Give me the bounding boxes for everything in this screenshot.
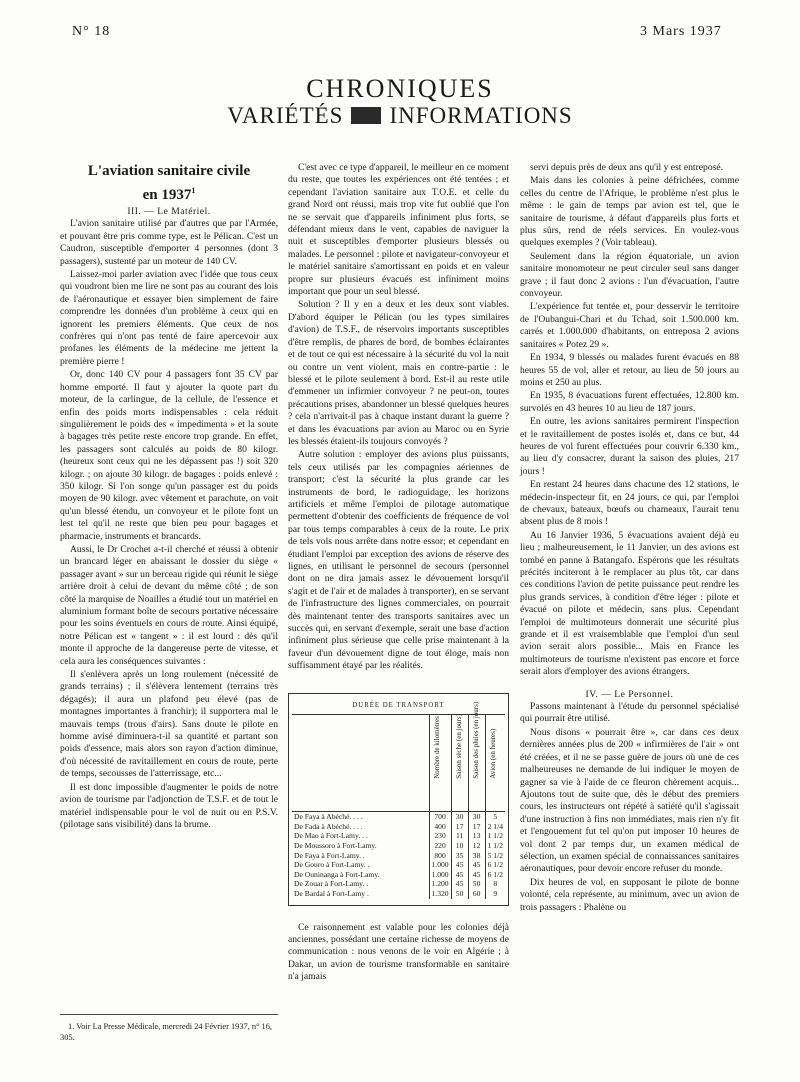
ornament-icon xyxy=(351,107,381,124)
paragraph: Dix heures de vol, en supposant le pilote de bonne volonté, cela représente, au minimum, avec un avion de trois passagers : Phalène ou xyxy=(520,876,739,913)
value-cell: 45 xyxy=(468,870,485,880)
table-row xyxy=(292,870,505,880)
article-title xyxy=(60,162,278,205)
value-cell: 1.320 xyxy=(429,889,451,899)
paragraph: Laissez-moi parler aviation avec l'idée que tous ceux qui voudront bien me lire ne sont pas au courant des lois de l'aéronautique et essayer bien simplement de faire comprendre les données d'un problème à ceux qui en ignorent les premiers éléments. Que ceux de nos confrères qui n'ont pas tenté de faire apercevoir aux profanes les éléments de la médecine me jettent la première pierre ! xyxy=(60,269,278,367)
paragraph: C'est avec ce type d'appareil, le meilleur en ce moment du reste, que toutes les expériences ont été tentées ; et cependant l'aviation sanitaire aux T.O.E. et celle du grand Nord ont réussi, mais trop vite fut oublié que l'on ne se servait que d'appareils infiniment plus forts, se défendant mieux dans le vent, capables de naviguer la nuit et susceptibles d'emporter plusieurs blessés ou malades. Le personnel : pilote et navigateur-convoyeur et le matériel sanitaire s'amortissant en poids et en valeur propre sur plusieurs évacués est infiniment moins important que pour un seul blessé. xyxy=(288,162,509,298)
table-header-row xyxy=(292,715,505,812)
value-cell: 220 xyxy=(429,841,451,851)
route-cell: De Mao à Fort-Lamy. . . xyxy=(294,831,368,841)
table-row xyxy=(292,841,505,851)
value-cell: 30 xyxy=(451,812,468,822)
article-title-line1: L'aviation sanitaire civile xyxy=(87,163,251,179)
value-cell: 45 xyxy=(451,870,468,880)
column-2 xyxy=(288,162,509,984)
value-cell: 1.000 xyxy=(429,870,451,880)
paragraph: Autre solution : employer des avions plus puissants, tels ceux utilisés par les compagnies aériennes de transport; c'est la sécurité la plus grande car les instruments de bord, le radioguidage, les horizons artificiels et même l'emploi de pilotage automatique permettent d'obtenir des coefficients de fréquence de vol par tous temps comparables à ceux de la route. Le prix de tels vols nous arrête dans notre essor; et cependant en étudiant l'emploi par exception des avions de réserve des lignes, en utilisant le personnel de secours (personnel dont on ne dira jamais assez le dévouement lorsqu'il s'agit et de l'air et de malades à transporter), en se servant de l'infrastructure des lignes commerciales, on pourrait dès maintenant tenter des transports sanitaires avec un succès qui, en servant d'exemple, serait une base d'action infiniment plus sérieuse que celle prise maintenant à la faveur d'un dévouement digne de tout éloge, mais non suffisamment étayé par les réalités. xyxy=(288,449,509,672)
paragraph: En restant 24 heures dans chacune des 12 stations, le médecin-inspecteur fit, en 24 jours, ce qui, par l'emploi de chevaux, bateaux, bœufs ou chameaux, l'aurait tenu absent plus de 8 mois ! xyxy=(520,479,739,528)
value-cell: 5 xyxy=(485,812,505,822)
value-cell: 6 1/2 xyxy=(485,860,505,870)
route-cell: De Gouro à Fort-Lamy. . xyxy=(294,860,370,870)
footnote-ref: 1 xyxy=(191,186,196,195)
value-cell: 400 xyxy=(429,822,451,832)
table-row xyxy=(292,860,505,870)
article-title-line2: en 1937 xyxy=(142,187,192,203)
value-cell: 50 xyxy=(451,889,468,899)
chroniques-title: CHRONIQUES xyxy=(306,74,494,103)
value-cell: 60 xyxy=(468,889,485,899)
paragraph: En outre, les avions sanitaires permirent l'inspection et le ravitaillement de postes isolés et, dans ce but, 44 heures de vol furent effectuées pour couvrir 6.330 km., au lieu d'y consacrer, durant la saison des pluies, 217 jours ! xyxy=(520,416,739,477)
paragraph: Solution ? Il y en a deux et les deux sont viables. D'abord équiper le Pélican (ou les types similaires d'avion) de T.S.F., de réservoirs importants susceptibles d'être remplis, de phares de bord, de bombes éclairantes et de tout ce qui est nécessaire à la sécurité du vol la nuit ou contre un vent violent, mais en contre-partie : le blessé et le pilote seulement à bord. Est-il au reste utile d'emmener un infirmier convoyeur ? ne peut-on, toutes précautions prises, abandonner un blessé quelques heures ? cela n'arrivait-il pas à chaque instant durant la guerre ? et dans les évacuations par avion au Maroc ou en Syrie les blessés étaient-ils toujours convoyés ? xyxy=(288,299,509,447)
value-cell: 8 xyxy=(485,879,505,889)
value-cell: 45 xyxy=(468,860,485,870)
table-column-header: Avion (en heures) xyxy=(485,715,505,812)
value-cell: 50 xyxy=(468,879,485,889)
route-cell: De Faya à Fort-Lamy. . xyxy=(294,850,365,860)
column-2-text xyxy=(288,162,509,673)
value-cell: 9 xyxy=(485,889,505,899)
paragraph: servi depuis près de deux ans qu'il y est entreposé. xyxy=(530,162,724,173)
value-cell: 45 xyxy=(451,860,468,870)
table-row xyxy=(292,889,505,899)
table-column-header: Nombre de kilomètres xyxy=(429,715,451,812)
issue-date: 3 Mars 1937 xyxy=(640,24,722,39)
section-banner xyxy=(0,103,800,129)
column-3 xyxy=(520,162,739,914)
paragraph: En 1935, 8 évacuations furent effectuées, 12.800 km. survolés en 43 heures 10 au lieu de 187 jours. xyxy=(520,390,739,414)
value-cell: 17 xyxy=(468,822,485,832)
value-cell: 1.000 xyxy=(429,860,451,870)
table-title: DURÉE DE TRANSPORT xyxy=(352,701,445,709)
value-cell: 700 xyxy=(429,812,451,822)
table-row xyxy=(292,831,505,841)
section-heading-materiel: III. — Le Matériel. xyxy=(127,206,211,217)
section-heading-personnel: IV. — Le Personnel. xyxy=(585,688,674,700)
route-cell: De Zouar à Fort-Lamy. . xyxy=(294,879,369,889)
table-column-header: Saison des pluies (en jours) xyxy=(468,715,485,812)
paragraph: Aussi, le Dr Crochet a-t-il cherché et réussi à obtenir un brancard léger en abaissant le dossier du siège « passager avant » sur un berceau rigide qui réunit le siège arrière droit à celui de devant du même côté ; de son côté la marquise de Noailles a étudié tout un matériel en aluminium formant boîte de secours portative nécessaire pour les soins éventuels en cours de route. Ainsi équipé, notre Pélican est « tangent » : il est lourd : dès qu'il monte il approche de la dangereuse perte de vitesse, et cela aura les conséquences suivantes : xyxy=(60,543,278,667)
route-cell: De Moussoro à Fort-Lamy. xyxy=(294,841,377,851)
table-column-header: Saison sèche (en jours) xyxy=(451,715,468,812)
footnote-text: 1. Voir La Presse Médicale, mercredi 24 Février 1937, n° 16, 305. xyxy=(60,1022,272,1042)
column-2-text-after-table xyxy=(288,922,509,984)
value-cell: 1.200 xyxy=(429,879,451,889)
column-3-text-personnel xyxy=(520,701,739,914)
value-cell: 35 xyxy=(451,851,468,861)
informations-label: INFORMATIONS xyxy=(389,103,573,128)
paragraph: Seulement dans la région équatoriale, un avion sanitaire monomoteur ne peut circuler seul sans danger grave ; il faut donc 2 avions : l'un d'évacuation, l'autre convoyeur. xyxy=(520,250,739,300)
value-cell: 12 xyxy=(468,841,485,851)
paragraph: Or, donc 140 CV pour 4 passagers font 35 CV par homme emporté. Il faut y ajouter la quote part du moteur, de la carlingue, de la cellule, de l'essence et enfin des poids morts indispensables : cela réduit singulièrement le poids des « impedimenta » et la soute à bagages très petite reste encore trop grande. En effet, les passagers sont calculés au poids de 80 kilogr. (heureux sont ceux qui ne les dépassent pas !) soit 320 kilogr. ; on ajoute 30 kilogr. de bagages : poids enlevé : 350 kilogr. Si l'on songe qu'un passager est du poids moyen de 90 kilogr. avec vêtement et parachute, on voit qu'un blessé étendu, un convoyeur et le pilote font un lest tel qu'il ne reste que bien peu pour bagages et pharmacie, instruments et brancards. xyxy=(60,369,278,542)
table-row xyxy=(292,822,505,832)
paragraph: L'expérience fut tentée et, pour desservir le territoire de l'Oubangui-Chari et du Tchad, soit 1.500.000 km. carrés et 1.000.000 d'habitants, on entreposa 2 avions sanitaires « Potez 29 ». xyxy=(520,301,739,350)
table-row xyxy=(292,812,505,822)
paragraph: Au 16 Janvier 1936, 5 évacuations avaient déjà eu lieu ; malheureusement, le 11 Janvier, un des avions est tombé en panne à Batangafo. Espérons que les résultats précités inciteront à le remplacer au plus tôt, car dans ces conditions l'avion de petite puissance peut rendre les plus grands services, à condition d'être léger : pilote et évacué on pilote et médecin, sans plus. Cependant l'emploi de multimoteurs donnerait une sécurité plus grande et il est vraisemblable que l'emploi d'un seul avion serait alors possible... Mais en France les multimoteurs de tourisme n'existent pas encore et force serait alors d'employer des avions étrangers. xyxy=(520,529,739,678)
route-cell: De Ouninanga à Fort-Lamy. xyxy=(294,869,380,879)
paragraph: Ce raisonnement est valable pour les colonies déjà anciennes, possédant une certaine richesse de moyens de communication : nous venons de le voir en Algérie ; à Dakar, un avion de tourisme transformable en sanitaire n'a jamais xyxy=(288,921,509,983)
paragraph: Mais dans les colonies à peine défrichées, comme celles du centre de l'Afrique, le problème n'est plus le même : le gain de temps par avion est tel, que le sanitaire de tourisme, à défaut d'appareils plus forts et plus sûrs, rend de réels services. En voulez-vous quelques exemples ? (Voir tableau). xyxy=(520,175,739,249)
route-cell: De Faya à Abéché. . . . xyxy=(294,812,363,822)
paragraph: Passons maintenant à l'étude du personnel spécialisé qui pourrait être utilisé. xyxy=(520,701,739,725)
value-cell: 10 xyxy=(451,841,468,851)
value-cell: 800 xyxy=(429,851,451,861)
route-cell: De Bardaï à Fort-Lamy . xyxy=(294,889,369,898)
varietes-label: VARIÉTÉS xyxy=(227,103,344,128)
footnote xyxy=(60,1014,278,1043)
value-cell: 17 xyxy=(451,822,468,832)
paragraph: En 1934, 9 blessés ou malades furent évacués en 88 heures 55 de vol, aller et retour, au lieu de 50 jours au moins et 250 au plus. xyxy=(520,352,739,388)
column-1 xyxy=(60,162,278,831)
column-3-text xyxy=(520,162,739,679)
issue-number: N° 18 xyxy=(72,24,111,39)
value-cell: 38 xyxy=(468,851,485,861)
value-cell: 230 xyxy=(429,831,451,841)
paragraph: L'avion sanitaire utilisé par d'autres que par l'Armée, et pouvant être pris comme type, est le Pélican. C'est un Caudron, susceptible d'emporter 4 personnes (dont 3 passagers), sustenté par un moteur de 140 CV. xyxy=(60,218,278,267)
value-cell: 2 1/4 xyxy=(485,822,505,832)
table-row xyxy=(292,851,505,861)
value-cell: 11 xyxy=(451,831,468,841)
value-cell: 45 xyxy=(451,879,468,889)
value-cell: 5 1/2 xyxy=(485,851,505,861)
transport-table xyxy=(288,693,509,906)
paragraph: Nous disons « pourrait être », car dans ces deux dernières années plus de 200 « infirmières de l'air » ont été créées, et il ne se passe guère de jours où une de ces malheureuses ne demande de lui indiquer le moyen de gagner sa vie à l'aide de ce fleuron chèrement acquis... Ajoutons tout de suite que, dès le début des premiers cours, les instructeurs ont répété à satiété qu'il s'agissait d'une instruction à fins non immédiates, mais rien n'y fit et l'engouement fut tel qu'on put imposer 10 heures de vol dont 2 par temps dur, un examen médical de sélection, un examen spécial de connaissances sanitaires aéronautiques, pour devoir encore refuser du monde. xyxy=(520,726,739,875)
value-cell: 1 1/2 xyxy=(485,831,505,841)
paragraph: Il est donc impossible d'augmenter le poids de notre avion de tourisme par l'adjonction de T.S.F. et de tout le matériel indispensable pour le vol de nuit ou en P.S.V. (pilotage sans visibilité) dans la brume. xyxy=(60,781,278,830)
value-cell: 30 xyxy=(468,812,485,822)
value-cell: 1 1/2 xyxy=(485,841,505,851)
route-cell: De Fada à Abéché. . . . xyxy=(294,821,363,831)
paragraph: Il s'enlèvera après un long roulement (nécessité de grands terrains) ; il s'élèvera lentement (terrains très dégagés); il aura un plafond peu élevé (pas de montagnes importantes à franchir); il supportera mal le mauvais temps (trous d'airs). Sans doute le pilote en homme avisé diminuera-t-il sa quantité et partant son poids d'essence, mais alors son rayon d'action diminue, d'où nécessité de ravitaillement en cours de route, perte de temps, secousses de l'atterrissage, etc... xyxy=(60,669,278,780)
value-cell: 13 xyxy=(468,831,485,841)
table-row xyxy=(292,879,505,889)
column-1-text xyxy=(60,218,278,831)
value-cell: 6 1/2 xyxy=(485,870,505,880)
